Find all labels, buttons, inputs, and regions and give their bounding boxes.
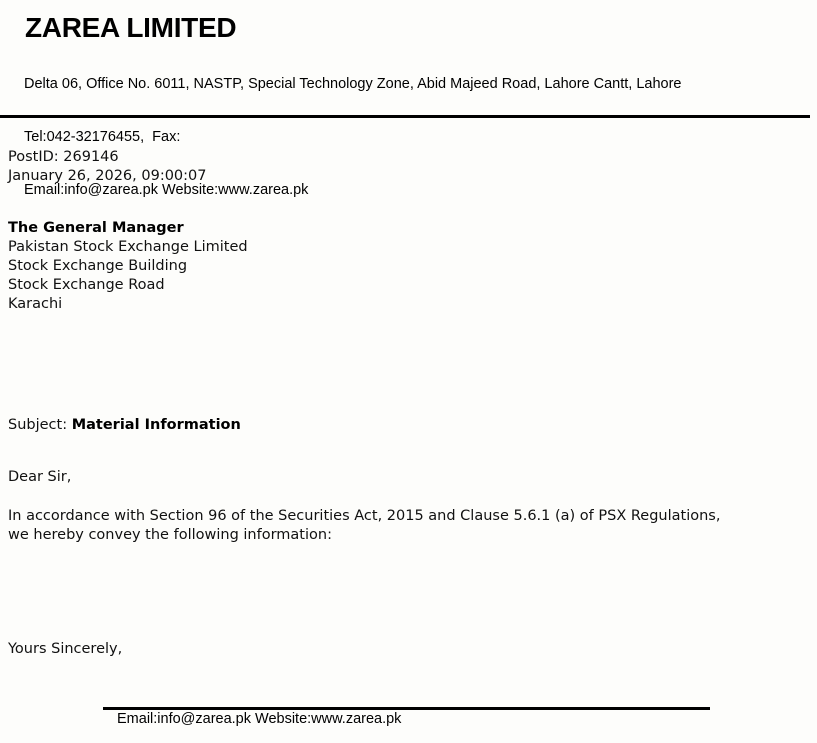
closing-signoff: Yours Sincerely, — [8, 641, 123, 657]
recipient-line: Stock Exchange Road — [8, 277, 165, 293]
letterhead-contact-block — [24, 41, 681, 235]
salutation: Dear Sir, — [8, 469, 72, 485]
body-paragraph — [8, 507, 720, 544]
header-divider-rule — [0, 115, 810, 118]
company-address: Delta 06, Office No. 6011, NASTP, Special Technology Zone, Abid Majeed Road, Lahore Cantt, Lahore — [24, 76, 682, 93]
body-paragraph-line: In accordance with Section 96 of the Securities Act, 2015 and Clause 5.6.1 (a) of PSX Regulations, — [8, 508, 721, 524]
recipient-block — [8, 219, 248, 314]
company-name: ZAREA LIMITED — [25, 12, 237, 43]
company-tel-fax: Tel:042-32176455, Fax: — [24, 128, 181, 145]
subject-value: Material Information — [71, 417, 241, 433]
subject-label: Subject: — [8, 417, 68, 433]
recipient-line: Karachi — [8, 296, 63, 312]
body-paragraph-line: we hereby convey the following information: — [8, 526, 332, 543]
recipient-title: The General Manager — [8, 220, 184, 236]
recipient-line: Stock Exchange Building — [8, 258, 188, 274]
subject-line — [8, 416, 241, 435]
post-meta-block — [8, 148, 207, 186]
recipient-line: Pakistan Stock Exchange Limited — [8, 239, 248, 255]
footer-email-website: Email:info@zarea.pk Website:www.zarea.pk — [117, 711, 402, 727]
post-id: PostID: 269146 — [8, 149, 119, 165]
company-email-website: Email:info@zarea.pk Website:www.zarea.pk — [24, 181, 309, 198]
post-datetime: January 26, 2026, 09:00:07 — [8, 168, 207, 184]
